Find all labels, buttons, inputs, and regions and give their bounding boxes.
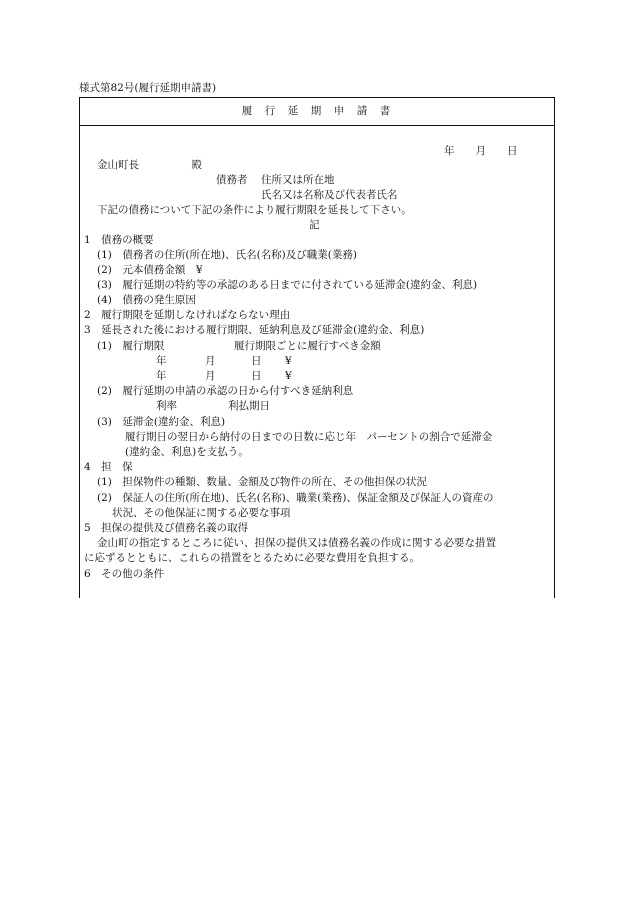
section-5-text-1: 金山町の指定するところに従い、担保の提供又は債務名義の作成に関する必要な措置 bbox=[97, 537, 496, 549]
section-3-item-1-label: (1) 履行期限 bbox=[97, 340, 165, 352]
interest-rate-label: 利率 bbox=[156, 400, 177, 412]
section-1-item-2: (2) 元本債務金額 ¥ bbox=[97, 264, 203, 276]
section-1-heading: 1 債務の概要 bbox=[84, 234, 154, 246]
section-3-item-3-text-1: 履行期日の翌日から納付の日までの日数に応じ年 パーセントの割合で延滞金 bbox=[125, 431, 493, 443]
schedule-row-1-year: 年 bbox=[156, 355, 167, 367]
section-5-text-2: に応ずるとともに、これらの措置をとるために必要な費用を負担する。 bbox=[84, 552, 420, 564]
applicant-name-label: 氏名又は名称及び代表者氏名 bbox=[261, 189, 398, 201]
schedule-row-2-day: 日 bbox=[251, 370, 262, 382]
section-5-heading: 5 担保の提供及び債務名義の取得 bbox=[84, 522, 249, 534]
section-3-item-3-text-2: (違約金、利息)を支払う。 bbox=[125, 446, 249, 458]
form-number-label: 様式第82号(履行延期申請書) bbox=[79, 82, 217, 94]
section-4-item-1: (1) 担保物件の種類、数量、金額及び物件の所在、その他担保の状況 bbox=[97, 476, 427, 488]
applicant-address-label: 住所又は所在地 bbox=[261, 174, 335, 186]
schedule-row-1-day: 日 bbox=[251, 355, 262, 367]
section-1-item-1: (1) 債務者の住所(所在地)、氏名(名称)及び職業(業務) bbox=[97, 249, 357, 261]
section-3-heading: 3 延長された後における履行期限、延納利息及び延滞金(違約金、利息) bbox=[84, 324, 425, 336]
addressee: 金山町長 殿 bbox=[97, 159, 202, 171]
section-3-item-1-amount-label: 履行期限ごとに履行すべき金額 bbox=[234, 340, 381, 352]
section-3-item-3: (3) 延滞金(違約金、利息) bbox=[97, 416, 226, 428]
intro-text: 下記の債務について下記の条件により履行期限を延長して下さい。 bbox=[97, 204, 412, 216]
interest-payment-date-label: 利払期日 bbox=[228, 400, 270, 412]
schedule-row-1-yen: ¥ bbox=[285, 355, 292, 367]
section-4-heading: 4 担 保 bbox=[84, 461, 133, 473]
section-2-heading: 2 履行期限を延期しなければならない理由 bbox=[84, 309, 291, 321]
document-title: 履 行 延 期 申 請 書 bbox=[241, 105, 392, 117]
schedule-row-2-month: 月 bbox=[205, 370, 216, 382]
section-4-item-2: (2) 保証人の住所(所在地)、氏名(名称)、職業(業務)、保証金額及び保証人の資産の bbox=[97, 492, 494, 504]
section-1-item-4: (4) 債務の発生原因 bbox=[97, 294, 196, 306]
applicant-role: 債務者 bbox=[216, 174, 248, 186]
section-4-item-2-cont: 状況、その他保証に関する必要な事項 bbox=[112, 507, 291, 519]
section-3-item-2: (2) 履行延期の申請の承認の日から付すべき延納利息 bbox=[97, 385, 354, 397]
schedule-row-2-yen: ¥ bbox=[285, 370, 292, 382]
schedule-row-2-year: 年 bbox=[156, 370, 167, 382]
section-1-item-3: (3) 履行延期の特約等の承認のある日までに付されている延滞金(違約金、利息) bbox=[97, 279, 478, 291]
schedule-row-1-month: 月 bbox=[205, 355, 216, 367]
title-divider bbox=[79, 125, 554, 126]
date-line: 年 月 日 bbox=[444, 145, 518, 157]
ki-mark: 記 bbox=[309, 219, 320, 231]
section-6-heading: 6 その他の条件 bbox=[84, 568, 165, 580]
